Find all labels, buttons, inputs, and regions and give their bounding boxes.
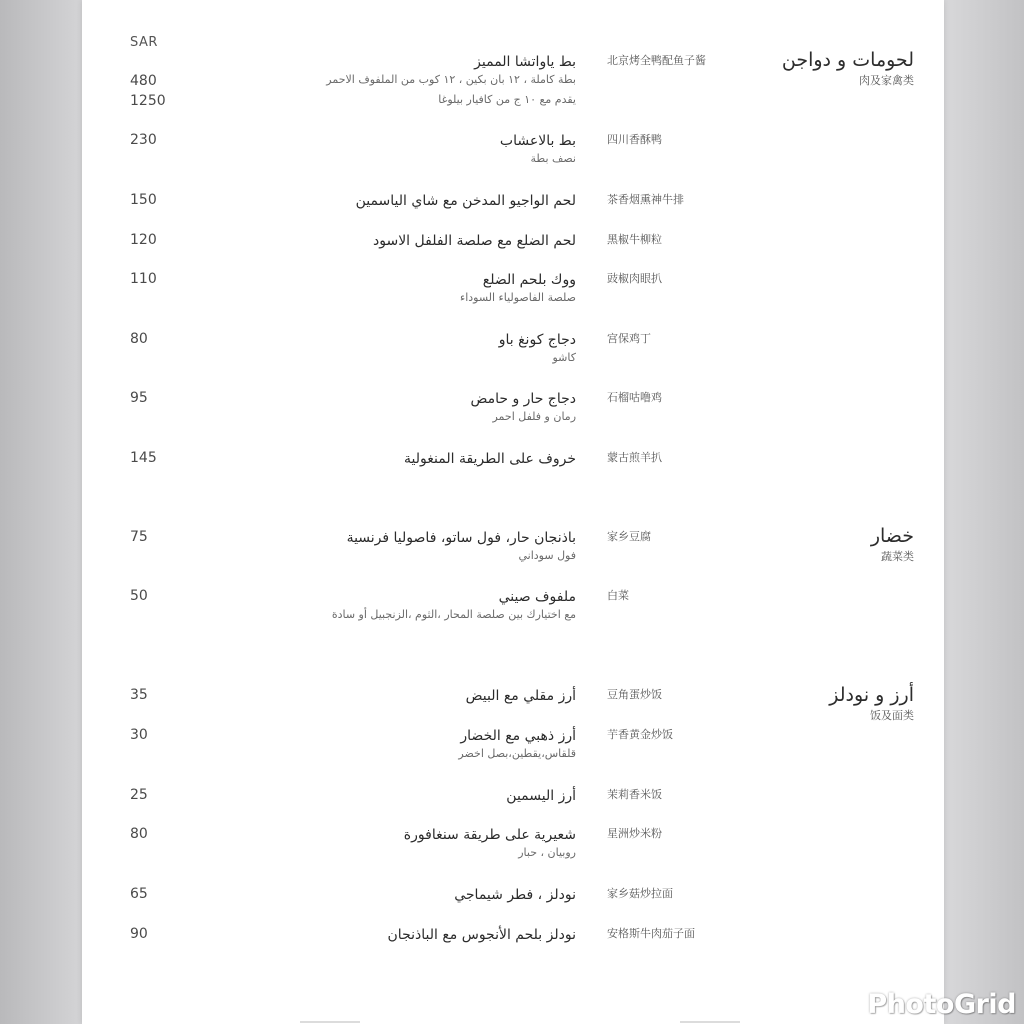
item-name-cn: 白菜 [607, 589, 629, 602]
item-name-cn: 黑椒牛柳粒 [607, 233, 662, 246]
item-price: 120 [130, 232, 157, 248]
section-title-ar: أرز و نودلز [829, 684, 914, 706]
item-name-cn: 蒙古煎羊扒 [607, 451, 662, 464]
menu-item [0, 686, 1024, 726]
item-price: 145 [130, 450, 157, 466]
divider [680, 1021, 740, 1023]
item-desc-ar: قلقاس،يقطين،بصل اخضر [458, 747, 576, 760]
item-name-ar: دجاج حار و حامض [470, 391, 576, 407]
currency-label: SAR [130, 35, 158, 50]
item-name-ar: أرز ذهبي مع الخضار [460, 728, 576, 744]
item-name-ar: بط ياواتشا المميز [474, 54, 576, 70]
item-price: 150 [130, 192, 157, 208]
item-desc2-ar: يقدم مع ١٠ ج من كافيار بيلوغا [438, 93, 576, 106]
item-price: 90 [130, 926, 148, 942]
item-price: 230 [130, 132, 157, 148]
menu-item [0, 52, 1024, 109]
watermark-text: PhotoGrid [867, 989, 1016, 1020]
item-name-ar: باذنجان حار، فول ساتو، فاصوليا فرنسية [346, 530, 576, 546]
menu-item [0, 925, 1024, 965]
item-name-ar: ملفوف صيني [498, 589, 576, 605]
menu-item [0, 131, 1024, 171]
item-price: 75 [130, 529, 148, 545]
item-name-ar: نودلز بلحم الأنجوس مع الباذنجان [387, 927, 576, 943]
menu-item [0, 726, 1024, 766]
menu-item [0, 825, 1024, 865]
section-title-cn: 饭及面类 [870, 709, 914, 722]
item-price: 80 [130, 826, 148, 842]
item-price: 110 [130, 271, 157, 287]
item-name-ar: بط بالاعشاب [499, 133, 576, 149]
item-name-ar: شعيرية على طريقة سنغافورة [403, 827, 576, 843]
item-name-cn: 家乡豆腐 [607, 530, 651, 543]
item-price: 35 [130, 687, 148, 703]
item-desc-ar: مع اختيارك بين صلصة المحار ،الثوم ،الزنجبيل أو سادة [331, 608, 576, 621]
divider [300, 1021, 360, 1023]
item-name-ar: أرز مقلي مع البيض [465, 688, 576, 704]
item-name-cn: 四川香酥鸭 [607, 133, 662, 146]
item-desc-ar: صلصة الفاصولياء السوداء [460, 291, 576, 304]
item-price: 80 [130, 331, 148, 347]
item-desc-ar: بطة كاملة ، ١٢ بان بكين ، ١٢ كوب من الملفوف الاحمر [326, 73, 576, 86]
menu-item [0, 528, 1024, 568]
section-title-cn: 肉及家禽类 [859, 74, 914, 87]
section-title-ar: خضار [870, 525, 914, 547]
item-name-cn: 宫保鸡丁 [607, 332, 651, 345]
photogrid-watermark [837, 989, 1016, 1020]
item-price: 65 [130, 886, 148, 902]
item-name-cn: 北京烤全鸭配鱼子酱 [607, 54, 706, 67]
menu-item [0, 231, 1024, 271]
section-title-cn: 蔬菜类 [881, 550, 914, 563]
photogrid-logo-icon [837, 992, 863, 1018]
item-name-cn: 豉椒肉眼扒 [607, 272, 662, 285]
item-name-ar: لحم الواجيو المدخن مع شاي الياسمين [355, 193, 576, 209]
section-title-ar: لحومات و دواجن [781, 49, 914, 71]
item-price-alt: 1250 [130, 93, 166, 109]
item-name-ar: نودلز ، فطر شيماجي [454, 887, 576, 903]
item-price: 480 [130, 73, 157, 89]
item-name-ar: لحم الضلع مع صلصة الفلفل الاسود [373, 233, 576, 249]
item-desc-ar: نصف بطة [530, 152, 576, 165]
item-price: 50 [130, 588, 148, 604]
item-desc-ar: رمان و فلفل احمر [492, 410, 576, 423]
item-name-cn: 芋香黄金炒饭 [607, 728, 673, 741]
item-desc-ar: روبيان ، حبار [518, 846, 576, 859]
item-name-ar: دجاج كونغ باو [498, 332, 576, 348]
item-name-cn: 星洲炒米粉 [607, 827, 662, 840]
item-name-ar: أرز اليسمين [506, 788, 576, 804]
menu-item [0, 191, 1024, 231]
item-name-ar: ووك بلحم الضلع [482, 272, 576, 288]
menu-item [0, 587, 1024, 627]
item-name-cn: 安格斯牛肉茄子面 [607, 927, 695, 940]
menu-item [0, 330, 1024, 370]
menu-item [0, 885, 1024, 925]
item-desc-ar: كاشو [552, 351, 576, 364]
item-name-cn: 茶香烟熏神牛排 [607, 193, 684, 206]
item-price: 95 [130, 390, 148, 406]
item-name-cn: 豆角蛋炒饭 [607, 688, 662, 701]
item-name-cn: 茉莉香米饭 [607, 788, 662, 801]
item-name-cn: 石榴咕噜鸡 [607, 391, 662, 404]
item-name-cn: 家乡菇炒拉面 [607, 887, 673, 900]
menu-item [0, 270, 1024, 310]
menu-item [0, 389, 1024, 429]
menu-item [0, 786, 1024, 826]
item-desc-ar: فول سوداني [518, 549, 576, 562]
item-price: 30 [130, 727, 148, 743]
item-price: 25 [130, 787, 148, 803]
menu-item [0, 449, 1024, 489]
item-name-ar: خروف على الطريقة المنغولية [404, 451, 576, 467]
